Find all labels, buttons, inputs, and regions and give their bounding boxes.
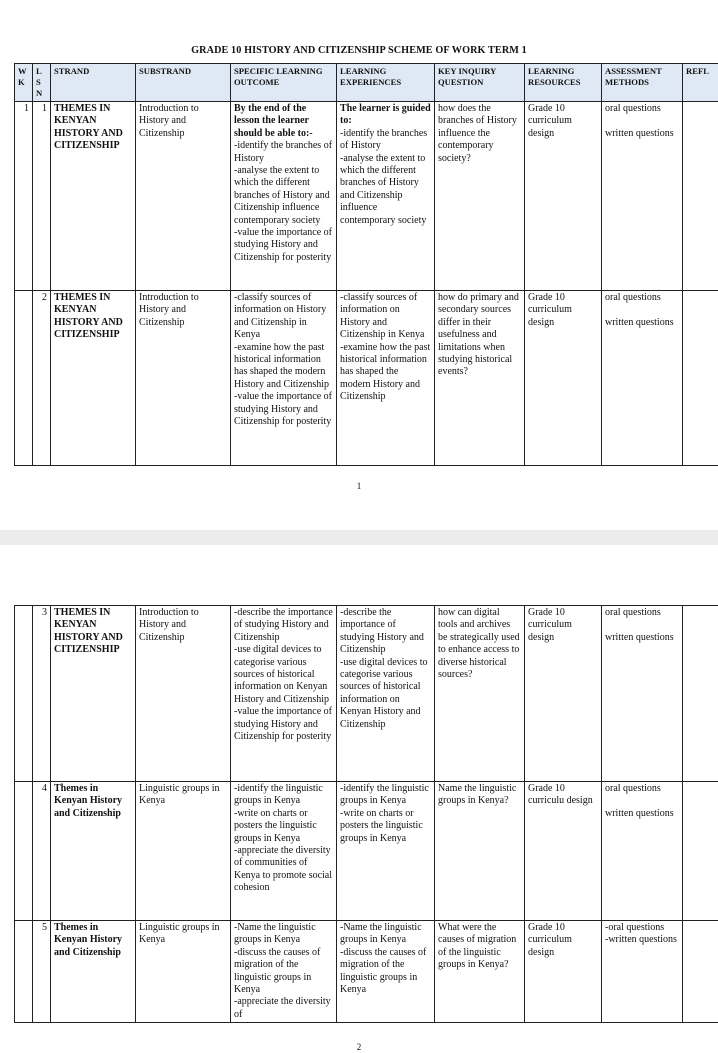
row-outcome: -describe the importance of studying History and Citizenship -use digital devices to categorise various sources of historical information on Kenyan History and Citizenship -value the importance of studying History and Citizenship for posterity — [231, 606, 337, 782]
header-reflection: REFL — [683, 64, 718, 102]
header-substrand: SUBSTRAND — [136, 64, 231, 102]
header-question: KEY INQUIRY QUESTION — [435, 64, 525, 102]
header-assessment: ASSESSMENT METHODS — [602, 64, 683, 102]
header-strand: STRAND — [51, 64, 136, 102]
experiences-text: -identify the branches of History -analyse the extent to which the different branches of History and Citizenship influence contemporary society — [340, 127, 428, 226]
document-title: GRADE 10 HISTORY AND CITIZENSHIP SCHEME OF WORK TERM 1 — [191, 45, 527, 56]
row-substrand: Introduction to History and Citizenship — [136, 606, 231, 782]
row-resources: Grade 10 curriculum design — [525, 921, 602, 1023]
table-row — [15, 102, 718, 291]
row-assessment: oral questions written questions — [602, 291, 683, 466]
header-wk: W K — [15, 64, 33, 102]
row-lsn: 5 — [33, 921, 51, 1023]
header-outcome: SPECIFIC LEARNING OUTCOME — [231, 64, 337, 102]
header-lsn: L S N — [33, 64, 51, 102]
row-wk: 1 — [15, 102, 33, 291]
row-outcome: -classify sources of information on History and Citizenship in Kenya -examine how the past historical information has shaped the modern History and Citizenship -value the importance of studying History and Citizenship for posterity — [231, 291, 337, 466]
row-question: Name the linguistic groups in Kenya? — [435, 782, 525, 921]
row-assessment: oral questions written questions — [602, 102, 683, 291]
row-strand: THEMES IN KENYAN HISTORY AND CITIZENSHIP — [51, 102, 136, 291]
row-reflection — [683, 921, 718, 1023]
outcome-text: -identify the branches of History -analyse the extent to which the different branches of History and Citizenship influence contemporary society -value the importance of studying History and Citizenship for posterity — [234, 140, 333, 263]
row-reflection — [683, 606, 718, 782]
table-row — [15, 782, 718, 921]
row-assessment: oral questions written questions — [602, 606, 683, 782]
row-question: What were the causes of migration of the linguistic groups in Kenya? — [435, 921, 525, 1023]
row-resources: Grade 10 curriculum design — [525, 606, 602, 782]
row-reflection — [683, 782, 718, 921]
row-outcome: -identify the linguistic groups in Kenya -write on charts or posters the linguistic groups in Kenya -appreciate the diversity of communities of Kenya to promote social cohesion — [231, 782, 337, 921]
scheme-table-page-2 — [14, 605, 718, 1023]
row-experiences: -describe the importance of studying History and Citizenship -use digital devices to categorise various sources of historical information on Kenyan History and Citizenship — [337, 606, 435, 782]
row-substrand: Introduction to History and Citizenship — [136, 102, 231, 291]
row-experiences — [337, 102, 435, 291]
row-wk — [15, 291, 33, 466]
row-lsn: 3 — [33, 606, 51, 782]
row-wk — [15, 782, 33, 921]
page-number: 2 — [356, 1042, 362, 1052]
scheme-table-page-1 — [14, 63, 718, 466]
page-number: 1 — [356, 481, 362, 491]
row-outcome: -Name the linguistic groups in Kenya -discuss the causes of migration of the linguistic groups in Kenya -appreciate the diversity of — [231, 921, 337, 1023]
row-strand: THEMES IN KENYAN HISTORY AND CITIZENSHIP — [51, 291, 136, 466]
table-row — [15, 606, 718, 782]
experiences-intro: The learner is guided to: — [340, 103, 431, 127]
row-substrand: Linguistic groups in Kenya — [136, 921, 231, 1023]
row-resources: Grade 10 curriculum design — [525, 102, 602, 291]
row-question: how can digital tools and archives be strategically used to enhance access to diverse historical sources? — [435, 606, 525, 782]
row-assessment: -oral questions -written questions — [602, 921, 683, 1023]
header-row — [15, 64, 718, 102]
outcome-intro: By the end of the lesson the learner should be able to:- — [234, 103, 313, 139]
row-outcome — [231, 102, 337, 291]
row-wk — [15, 921, 33, 1023]
row-substrand: Introduction to History and Citizenship — [136, 291, 231, 466]
header-experiences: LEARNING EXPERIENCES — [337, 64, 435, 102]
row-question: how do primary and secondary sources differ in their usefulness and limitations when studying historical events? — [435, 291, 525, 466]
row-strand: Themes in Kenyan History and Citizenship — [51, 782, 136, 921]
row-reflection — [683, 291, 718, 466]
row-lsn: 2 — [33, 291, 51, 466]
row-lsn: 4 — [33, 782, 51, 921]
row-strand: THEMES IN KENYAN HISTORY AND CITIZENSHIP — [51, 606, 136, 782]
row-resources: Grade 10 curriculum design — [525, 291, 602, 466]
table-row — [15, 291, 718, 466]
row-strand: Themes in Kenyan History and Citizenship — [51, 921, 136, 1023]
table-row — [15, 921, 718, 1023]
row-question: how does the branches of History influence the contemporary society? — [435, 102, 525, 291]
row-experiences: -identify the linguistic groups in Kenya -write on charts or posters the linguistic groups in Kenya — [337, 782, 435, 921]
row-assessment: oral questions written questions — [602, 782, 683, 921]
row-experiences: -classify sources of information on History and Citizenship in Kenya -examine how the past historical information has shaped the modern History and Citizenship — [337, 291, 435, 466]
page-2 — [0, 545, 718, 1053]
row-lsn: 1 — [33, 102, 51, 291]
header-resources: LEARNING RESOURCES — [525, 64, 602, 102]
row-reflection — [683, 102, 718, 291]
row-wk — [15, 606, 33, 782]
row-experiences: -Name the linguistic groups in Kenya -discuss the causes of migration of the linguistic groups in Kenya — [337, 921, 435, 1023]
row-resources: Grade 10 curriculu design — [525, 782, 602, 921]
row-substrand: Linguistic groups in Kenya — [136, 782, 231, 921]
